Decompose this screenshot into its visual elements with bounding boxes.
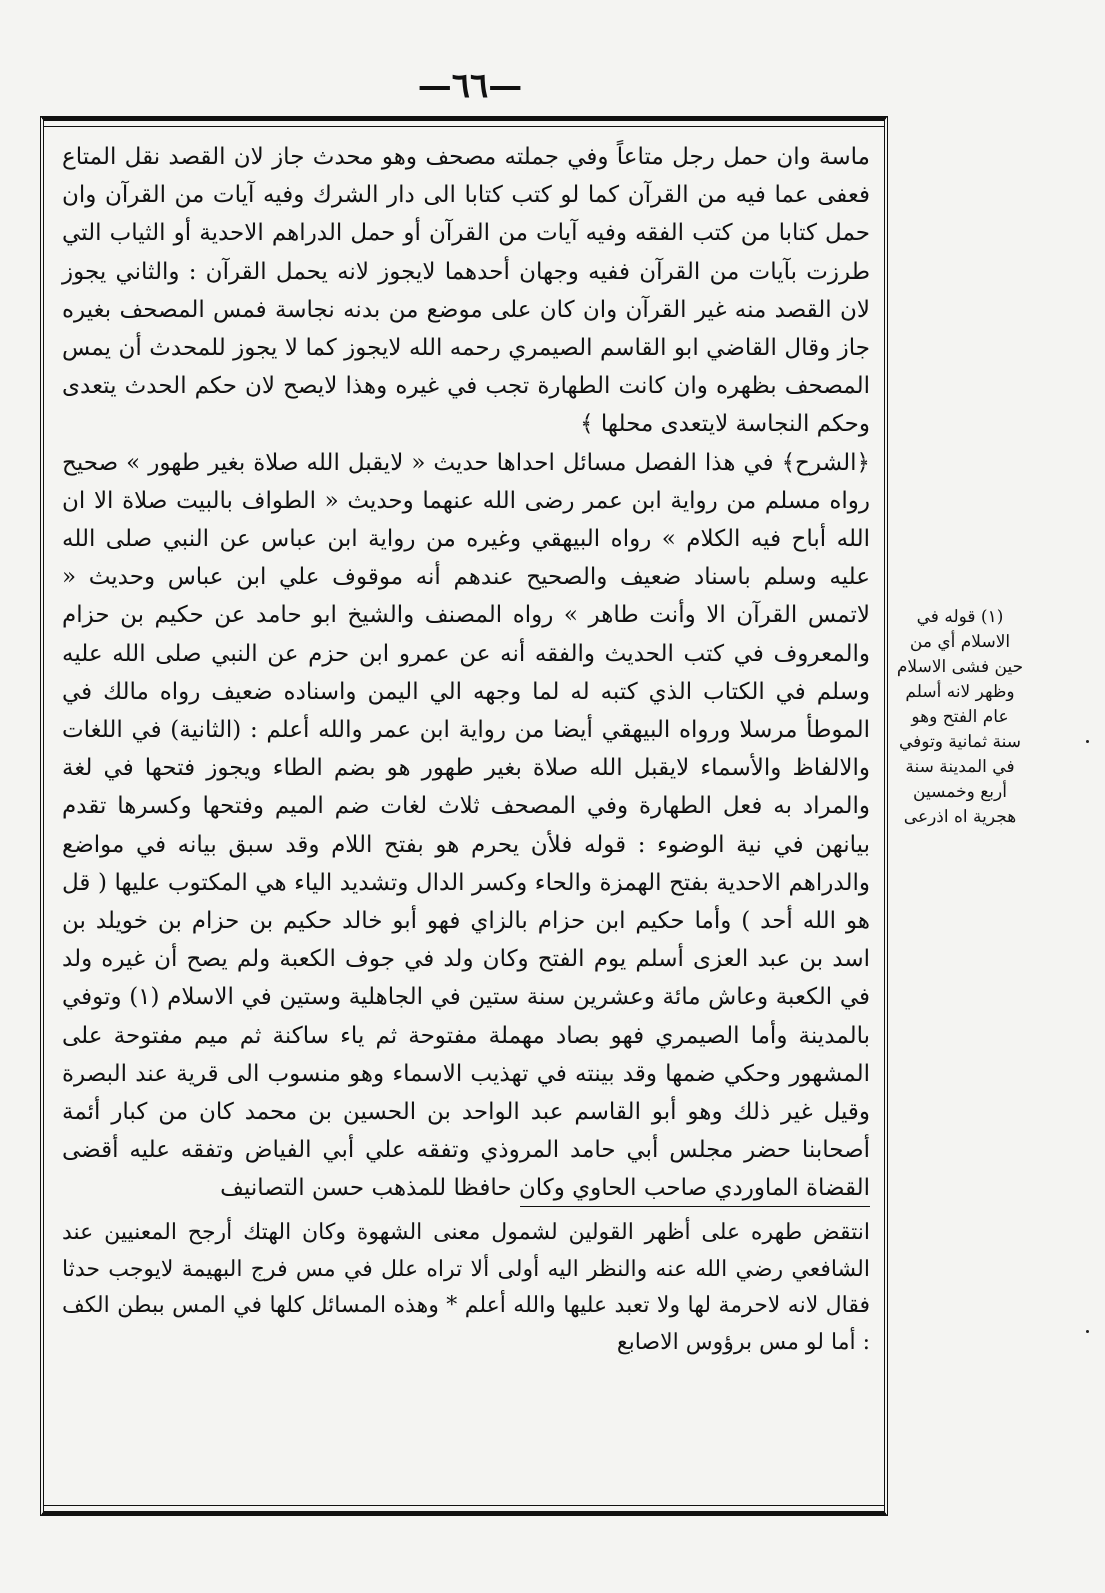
commentary-block xyxy=(62,1215,870,1361)
commentary-paragraph: انتقض طهره على أظهر القولين لشمول معنى الشهوة وكان الهتك أرجح المعنيين عند الشافعي رضي الله عنه والنظر اليه أولى ألا تراه علل في مس فرج البهيمة لايوجب حدثا فقال لانه لاحرمة لها ولا تعبد عليها والله أعلم * وهذه المسائل كلها في المس ببطن الكف : أما لو مس برؤوس الاصابع xyxy=(62,1220,870,1355)
margin-note: (١) قوله في الاسلام أي من حين فشى الاسلام وظهر لانه أسلم عام الفتح وهو سنة ثمانية وتوفي في المدينة سنة أربع وخمسين هجرية اه اذرعى xyxy=(896,607,1024,827)
main-text-block xyxy=(62,138,870,1208)
scan-speck xyxy=(1086,1330,1089,1333)
sharh-paragraph: ﴿الشرح﴾ في هذا الفصل مسائل احداها حديث « لايقبل الله صلاة بغير طهور » صحيح رواه مسلم من رواية ابن عمر رضى الله عنهما وحديث « الطواف بالبيت صلاة الا ان الله أباح فيه الكلام » رواه البيهقي وغيره من رواية ابن عباس عن النبي صلى الله عليه وسلم باسناد ضعيف والصحيح عندهم أنه موقوف علي ابن عباس وحديث « لاتمس القرآن الا وأنت طاهر » رواه المصنف والشيخ ابو حامد عن حكيم بن حزام والمعروف في كتب الحديث والفقه أنه عن عمرو ابن حزم عن النبي صلى الله عليه وسلم في الكتاب الذي كتبه له لما وجهه الي اليمن واسناده ضعيف رواه مالك في الموطأ مرسلا ورواه البيهقي أيضا من رواية ابن عمر والله أعلم : (الثانية) في اللغات والالفاظ والأسماء لايقبل الله صلاة بغير طهور هو بضم الطاء ويجوز فتحها في لغة والمراد به فعل الطهارة وفي المصحف ثلاث لغات ضم الميم وفتحها وكسرها تقدم بيانهن في نية الوضوء : قوله فلأن يحرم هو بفتح اللام وقد سبق بيانه في مواضع والدراهم الاحدية بفتح الهمزة والحاء وكسر الدال وتشديد الياء هي المكتوب عليها ( قل هو الله أحد ) وأما حكيم ابن حزام بالزاي فهو أبو خالد حكيم بن حزام بن خويلد بن اسد بن عبد العزى أسلم يوم الفتح وكان ولد في جوف الكعبة ولم يصح أن غيره ولد في الكعبة وعاش مائة وعشرين سنة ستين في الجاهلية وستين في الاسلام (١) وتوفي بالمدينة وأما الصيمري فهو بصاد مهملة مفتوحة ثم ياء ساكنة ثم ميم مفتوحة على المشهور وحكي ضمها وقد بينته في تهذيب الاسماء وهو منسوب الى قرية عند البصرة وقيل غير ذلك وهو أبو القاسم عبد الواحد بن الحسين بن محمد كان من كبار أئمة أصحابنا حضر مجلس أبي حامد المروذي وتفقه علي أبي الفياض وتفقه عليه أقضى القضاة الماوردي صاحب الحاوي وكان حافظا للمذهب حسن التصانيف xyxy=(62,449,870,1202)
scan-speck xyxy=(1086,740,1089,743)
page-number: —٦٦— xyxy=(417,66,523,106)
section-divider xyxy=(520,1206,870,1207)
matn-paragraph: ماسة وان حمل رجل متاعاً وفي جملته مصحف وهو محدث جاز لان القصد نقل المتاع فعفى عما فيه من القرآن كما لو كتب كتابا الى دار الشرك وفيه آيات من القرآن وان حمل كتابا من كتب الفقه وفيه آيات من القرآن أو حمل الدراهم الاحدية أو الثياب التي طرزت بآيات من القرآن ففيه وجهان أحدهما لايجوز لانه يحمل القرآن : والثاني يجوز لان القصد منه غير القرآن وان كان على موضع من بدنه نجاسة فمس المصحف بغيره جاز وقال القاضي ابو القاسم الصيمري رحمه الله لايجوز كما لا يجوز للمحدث أن يمس المصحف بظهره وان كانت الطهارة تجب في غيره وهذا لايصح لان حكم الحدث يتعدى وحكم النجاسة لايتعدى محلها ﴾ xyxy=(62,144,870,438)
